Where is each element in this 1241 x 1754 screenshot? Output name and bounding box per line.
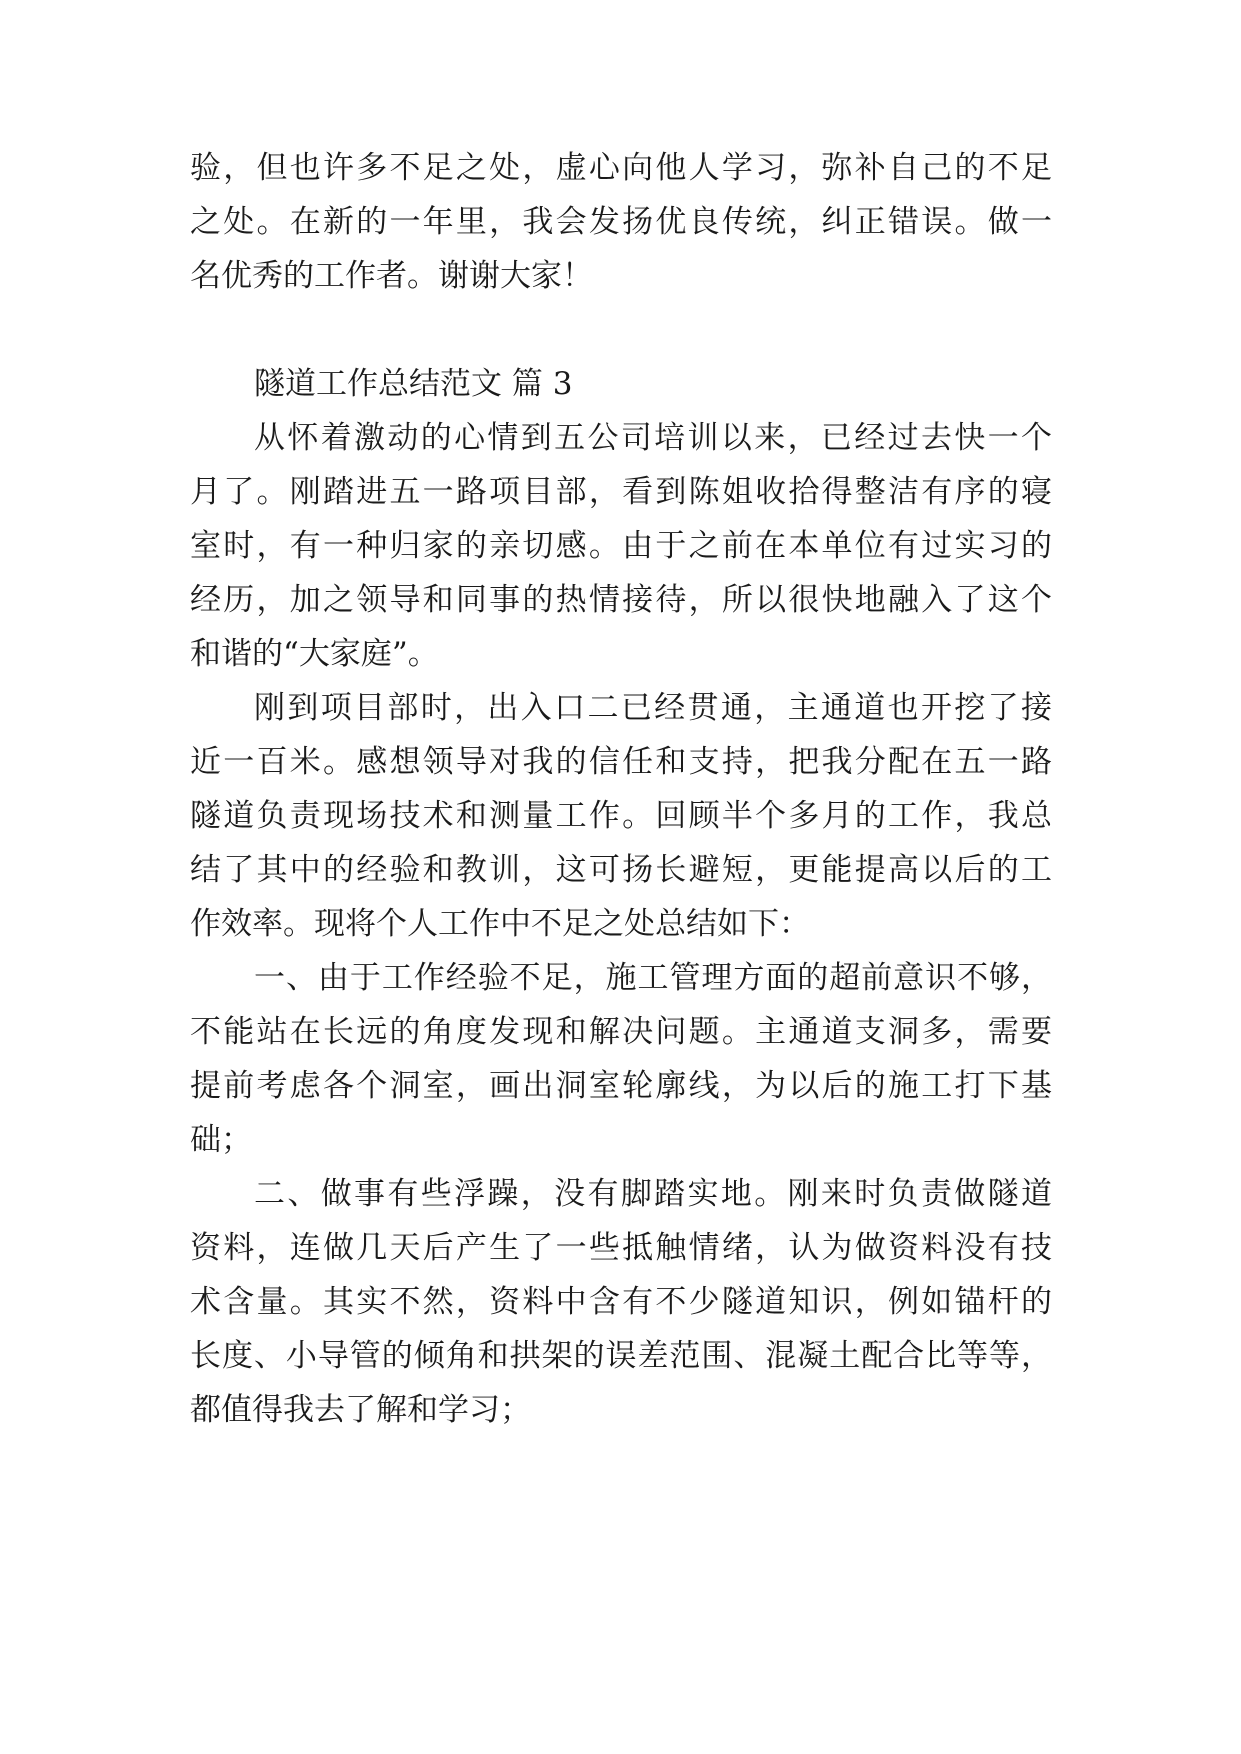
body-text-line: 资料，连做几天后产生了一些抵触情绪，认为做资料没有技 (190, 1230, 1052, 1266)
body-text-line: 础； (190, 1122, 252, 1158)
body-text-line: 名优秀的工作者。谢谢大家！ (190, 258, 593, 294)
body-text-line: 提前考虑各个洞室，画出洞室轮廓线，为以后的施工打下基 (190, 1068, 1052, 1104)
body-text-line: 月了。刚踏进五一路项目部，看到陈姐收拾得整洁有序的寝 (190, 474, 1052, 510)
body-text-line: 经历，加之领导和同事的热情接待，所以很快地融入了这个 (190, 582, 1052, 618)
body-text-line: 作效率。现将个人工作中不足之处总结如下： (190, 906, 810, 942)
body-text-line: 和谐的“大家庭”。 (190, 636, 439, 672)
body-text-line: 隧道负责现场技术和测量工作。回顾半个多月的工作，我总 (190, 798, 1052, 834)
body-text-line: 从怀着激动的心情到五公司培训以来，已经过去快一个 (254, 420, 1052, 456)
body-text-line: 室时，有一种归家的亲切感。由于之前在本单位有过实习的 (190, 528, 1052, 564)
body-text-line: 近一百米。感想领导对我的信任和支持，把我分配在五一路 (190, 744, 1052, 780)
body-text-line: 术含量。其实不然，资料中含有不少隧道知识，例如锚杆的 (190, 1284, 1052, 1320)
body-text-line: 验，但也许多不足之处，虚心向他人学习，弥补自己的不足 (190, 150, 1052, 186)
body-text-line: 长度、小导管的倾角和拱架的误差范围、混凝土配合比等等， (190, 1338, 1052, 1374)
body-text-line: 都值得我去了解和学习； (190, 1392, 531, 1428)
body-text-line: 刚到项目部时，出入口二已经贯通，主通道也开挖了接 (254, 690, 1052, 726)
body-text-line: 不能站在长远的角度发现和解决问题。主通道支洞多，需要 (190, 1014, 1052, 1050)
body-text-line: 结了其中的经验和教训，这可扬长避短，更能提高以后的工 (190, 852, 1052, 888)
body-text-line: 一、由于工作经验不足，施工管理方面的超前意识不够， (254, 960, 1052, 996)
body-text-line: 二、做事有些浮躁，没有脚踏实地。刚来时负责做隧道 (254, 1176, 1052, 1212)
body-text-line: 之处。在新的一年里，我会发扬优良传统，纠正错误。做一 (190, 204, 1052, 240)
section-heading: 隧道工作总结范文 篇 3 (254, 366, 573, 402)
